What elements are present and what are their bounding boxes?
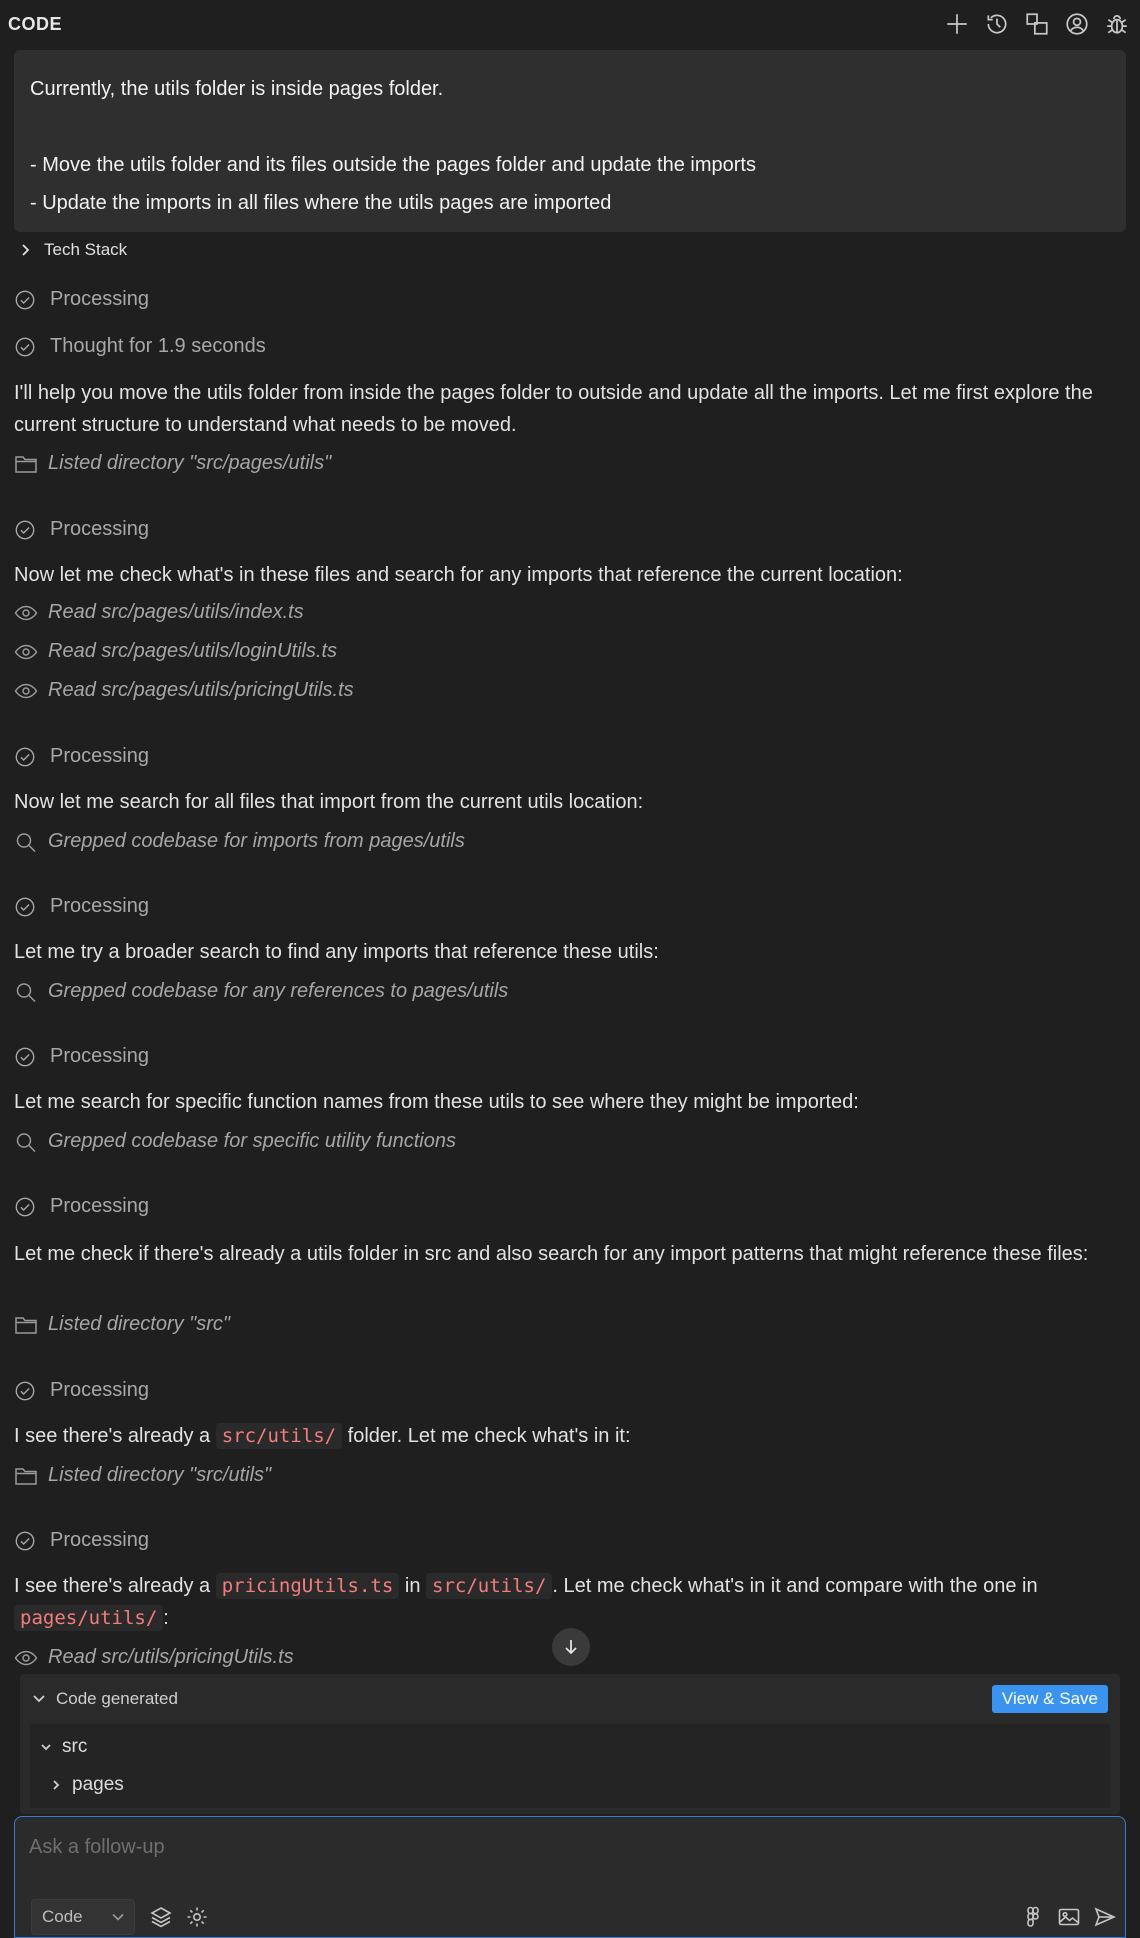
tool-call-read-file[interactable]: [14, 601, 304, 624]
code-generated-header: [20, 1674, 1120, 1724]
tool-call-read-file[interactable]: [14, 679, 354, 702]
search-icon: [14, 1131, 38, 1153]
status-processing: [14, 1529, 149, 1552]
text-span: in: [399, 1575, 426, 1597]
assistant-text: Let me check if there's already a utils folder in src and also search for any import patterns that might reference these files:: [14, 1243, 1089, 1265]
text-span: :: [163, 1607, 169, 1629]
assistant-text: Now let me check what's in these files and search for any imports that reference the current location:: [14, 564, 903, 586]
image-icon: [1057, 1905, 1081, 1929]
assistant-text: [14, 1570, 1124, 1634]
status-processing: [14, 745, 149, 768]
check-circle-icon: [14, 336, 36, 358]
figma-icon: [1021, 1905, 1045, 1929]
send-button[interactable]: [1091, 1903, 1119, 1931]
settings-button[interactable]: [183, 1903, 211, 1931]
assistant-text: I'll help you move the utils folder from inside the pages folder to outside and update all the imports. Let me first explore the current structure to understand what needs to be moved.: [14, 382, 1093, 436]
text-span: I see there's already a: [14, 1425, 216, 1447]
view-save-button[interactable]: View & Save: [992, 1685, 1108, 1713]
folder-icon: [14, 453, 38, 475]
layers-button[interactable]: [147, 1903, 175, 1931]
eye-icon: [14, 641, 38, 663]
folder-icon: [14, 1314, 38, 1336]
check-circle-icon: [14, 289, 36, 311]
tool-call-list-directory[interactable]: [14, 1464, 271, 1487]
status-label: Processing: [50, 745, 149, 767]
assistant-text: Let me search for specific function names from these utils to see where they might be imported:: [14, 1091, 859, 1113]
check-circle-icon: [14, 1530, 36, 1552]
inline-code: src/utils/: [216, 1423, 342, 1449]
chevron-right-icon: [50, 1779, 62, 1791]
user-message-line: [30, 108, 1110, 146]
tree-folder-pages[interactable]: [30, 1766, 1110, 1804]
tool-call-read-file[interactable]: [14, 640, 337, 663]
assistant-text: Now let me search for all files that import from the current utils location:: [14, 791, 644, 813]
text-span: I see there's already a: [14, 1575, 216, 1597]
chevron-down-icon: [112, 1913, 124, 1921]
status-label: Thought for 1.9 seconds: [50, 335, 266, 357]
panel-title: CODE: [8, 13, 63, 34]
tool-call-label: Listed directory "src/pages/utils": [48, 452, 332, 474]
tool-call-label: Grepped codebase for imports from pages/utils: [48, 830, 465, 852]
arrow-down-icon: [562, 1638, 580, 1656]
search-icon: [14, 831, 38, 853]
tool-call-label: Read src/utils/pricingUtils.ts: [48, 1646, 294, 1668]
status-label: Processing: [50, 1379, 149, 1401]
tool-call-grep[interactable]: [14, 830, 465, 853]
account-button[interactable]: [1062, 9, 1092, 39]
status-processing: [14, 895, 149, 918]
inline-code: pages/utils/: [14, 1605, 163, 1631]
eye-icon: [14, 602, 38, 624]
status-label: Processing: [50, 518, 149, 540]
gear-icon: [185, 1905, 209, 1929]
account-icon: [1064, 11, 1090, 37]
search-icon: [14, 981, 38, 1003]
status-label: Processing: [50, 288, 149, 310]
window-swap-icon: [1024, 11, 1050, 37]
layers-icon: [149, 1905, 173, 1929]
check-circle-icon: [14, 746, 36, 768]
tool-call-read-file[interactable]: [14, 1646, 294, 1669]
followup-input[interactable]: [29, 1831, 1109, 1863]
send-icon: [1093, 1905, 1117, 1929]
image-button[interactable]: [1055, 1903, 1083, 1931]
status-label: Processing: [50, 1529, 149, 1551]
status-processing: [14, 1045, 149, 1068]
status-processing: [14, 1379, 149, 1402]
history-icon: [984, 11, 1010, 37]
check-circle-icon: [14, 519, 36, 541]
mode-select-value: Code: [42, 1907, 83, 1926]
chevron-down-icon: [40, 1741, 52, 1753]
tool-call-label: Grepped codebase for any references to pages/utils: [48, 980, 509, 1002]
status-label: Processing: [50, 895, 149, 917]
debug-icon: [1104, 11, 1130, 37]
followup-composer: [14, 1816, 1126, 1938]
user-message-line: - Update the imports in all files where the utils pages are imported: [30, 192, 612, 214]
check-circle-icon: [14, 896, 36, 918]
check-circle-icon: [14, 1046, 36, 1068]
inline-code: pricingUtils.ts: [216, 1573, 400, 1599]
folder-icon: [14, 1465, 38, 1487]
tool-call-label: Listed directory "src/utils": [48, 1464, 272, 1486]
text-span: folder. Let me check what's in it:: [342, 1425, 631, 1447]
tool-call-list-directory[interactable]: [14, 452, 331, 475]
tree-item-label: src: [62, 1736, 88, 1757]
status-processing: [14, 518, 149, 541]
status-label: Processing: [50, 1045, 149, 1067]
tech-stack-toggle[interactable]: [20, 240, 127, 260]
user-message: [14, 50, 1126, 232]
figma-button[interactable]: [1019, 1903, 1047, 1931]
tool-call-label: Read src/pages/utils/pricingUtils.ts: [48, 679, 354, 701]
status-processing: [14, 288, 149, 311]
eye-icon: [14, 680, 38, 702]
tool-call-label: Listed directory "src": [48, 1313, 231, 1335]
check-circle-icon: [14, 1196, 36, 1218]
chevron-right-icon: [20, 243, 32, 257]
tool-call-grep[interactable]: [14, 980, 508, 1003]
tree-folder-src[interactable]: [30, 1728, 1110, 1766]
inline-code: src/utils/: [426, 1573, 552, 1599]
tool-call-label: Read src/pages/utils/index.ts: [48, 601, 304, 623]
check-circle-icon: [14, 1380, 36, 1402]
tech-stack-label: Tech Stack: [44, 240, 128, 259]
chevron-down-icon: [32, 1693, 46, 1705]
status-label: Processing: [50, 1195, 149, 1217]
text-span: . Let me check what's in it and compare with the one in: [552, 1575, 1038, 1597]
file-tree: [30, 1724, 1110, 1808]
panel-header: [0, 0, 1140, 48]
code-generated-label: Code generated: [56, 1689, 178, 1708]
mode-select[interactable]: [31, 1899, 135, 1935]
debug-button[interactable]: [1102, 9, 1132, 39]
code-generated-card: [20, 1674, 1120, 1814]
assistant-text: [14, 1420, 1124, 1452]
assistant-text: Let me try a broader search to find any imports that reference these utils:: [14, 941, 659, 963]
new-chat-button[interactable]: [942, 9, 972, 39]
header-actions: [942, 9, 1132, 39]
user-message-line: - Move the utils folder and its files outside the pages folder and update the imports: [30, 154, 756, 176]
plus-icon: [944, 11, 970, 37]
history-button[interactable]: [982, 9, 1012, 39]
tool-call-label: Grepped codebase for specific utility functions: [48, 1130, 456, 1152]
status-thought: [14, 335, 266, 358]
status-processing: [14, 1195, 149, 1218]
tool-call-list-directory[interactable]: [14, 1313, 230, 1336]
tool-call-label: Read src/pages/utils/loginUtils.ts: [48, 640, 338, 662]
window-swap-button[interactable]: [1022, 9, 1052, 39]
user-message-line: Currently, the utils folder is inside pages folder.: [30, 78, 444, 100]
eye-icon: [14, 1647, 38, 1669]
tree-item-label: pages: [72, 1774, 124, 1795]
tool-call-grep[interactable]: [14, 1130, 456, 1153]
code-generated-toggle[interactable]: [32, 1689, 178, 1709]
scroll-to-bottom-button[interactable]: [552, 1628, 590, 1666]
